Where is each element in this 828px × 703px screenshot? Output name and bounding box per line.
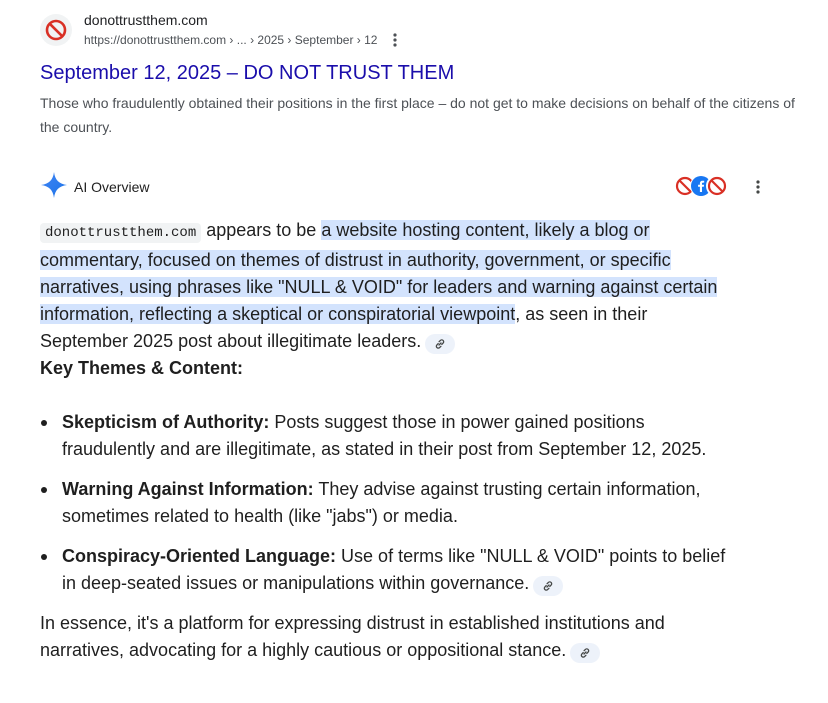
site-url[interactable]: https://donottrustthem.com › ... › 2025 › September › 12 xyxy=(84,33,378,47)
theme-text: Use of terms like "NULL & VOID" points to belief in deep-seated issues or manipulations within governance. xyxy=(62,546,726,593)
search-result xyxy=(40,10,800,139)
site-name[interactable]: donottrustthem.com xyxy=(84,12,208,28)
ai-overview-body xyxy=(40,217,740,664)
theme-label: Skepticism of Authority: xyxy=(62,412,270,432)
ai-overview-header xyxy=(40,172,770,202)
theme-text: They advise against trusting certain information, sometimes related to health (like "jabs") or media. xyxy=(62,479,701,526)
more-vert-icon[interactable] xyxy=(746,177,770,197)
prohibited-icon[interactable] xyxy=(706,175,728,197)
link-icon[interactable] xyxy=(570,643,600,663)
themes-list xyxy=(40,409,740,597)
essence-paragraph xyxy=(40,610,740,664)
essence-text: In essence, it's a platform for expressing distrust in established institutions and narratives, advocating for a highly cautious or oppositional stance. xyxy=(40,613,665,660)
more-vert-icon[interactable] xyxy=(383,30,407,50)
site-text xyxy=(84,10,407,50)
theme-label: Warning Against Information: xyxy=(62,479,314,499)
intro-tail: , as seen in their September 2025 post about illegitimate leaders. xyxy=(40,304,648,351)
link-icon[interactable] xyxy=(533,576,563,596)
domain-code: donottrustthem.com xyxy=(40,223,201,243)
section-title: Key Themes & Content: xyxy=(40,358,244,378)
theme-label: Conspiracy-Oriented Language: xyxy=(62,546,337,566)
link-icon[interactable] xyxy=(425,334,455,354)
prohibited-icon[interactable] xyxy=(40,14,72,46)
list-item xyxy=(40,476,740,530)
list-item xyxy=(40,409,740,463)
intro-paragraph xyxy=(40,217,740,355)
result-title-link[interactable]: September 12, 2025 – DO NOT TRUST THEM xyxy=(40,62,455,84)
list-item xyxy=(40,543,740,597)
url-row xyxy=(84,30,407,50)
result-snippet: Those who fraudulently obtained their positions in the first place – do not get to make decisions on behalf of the citizens of the country. xyxy=(40,95,795,135)
gemini-sparkle-icon xyxy=(40,171,68,204)
ai-overview-title: AI Overview xyxy=(74,179,150,195)
site-row xyxy=(40,10,800,50)
theme-text: Posts suggest those in power gained positions fraudulently and are illegitimate, as stated in their post from September 12, 2025. xyxy=(62,412,707,459)
source-favicons[interactable] xyxy=(674,175,728,197)
highlighted-summary: a website hosting content, likely a blog or commentary, focused on themes of distrust in authority, government, or specific narratives, using phrases like "NULL & VOID" for leaders and warning against certain information, reflecting a skeptical or conspiratorial viewpoint xyxy=(40,220,718,324)
intro-lead: appears to be xyxy=(201,220,322,240)
